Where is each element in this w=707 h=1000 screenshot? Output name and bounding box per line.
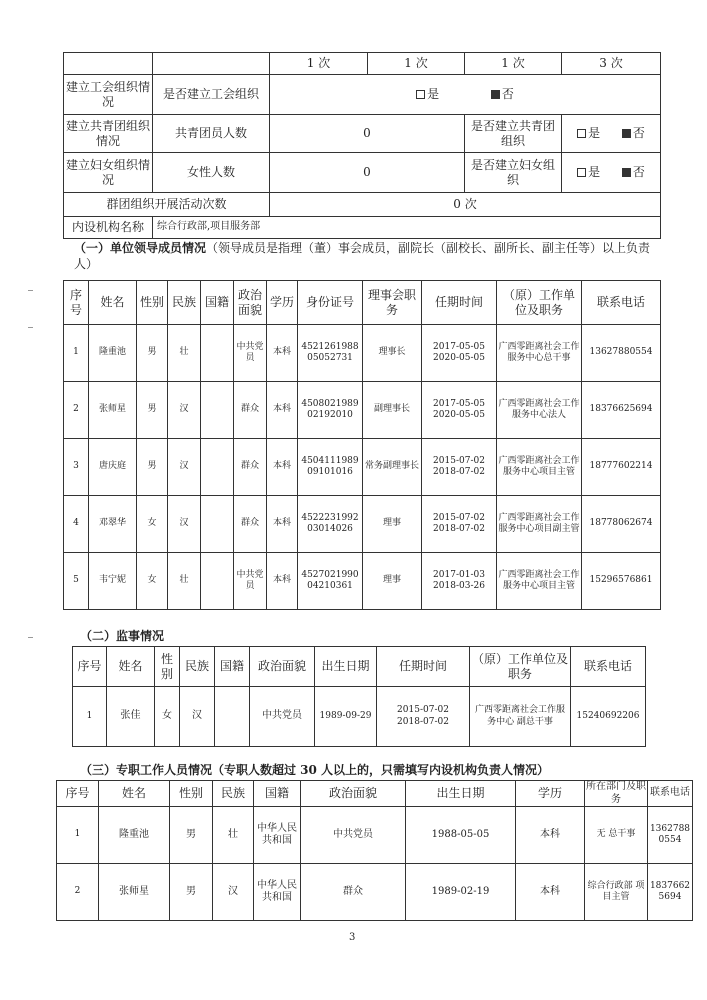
checkbox-filled-icon <box>622 129 631 138</box>
checkbox-filled-icon <box>491 90 500 99</box>
header-cell: 序号 <box>57 781 99 807</box>
women-answer: 是 否 <box>562 153 661 193</box>
youth-label: 建立共青团组织情况 <box>64 115 153 153</box>
table-row: 4 邓翠华 女 汉 群众 本科 452223199203014026 理事 2015-07-02 2018-07-02 广西零距离社会工作服务中心项目副主管 18778062674 <box>64 496 661 553</box>
header-cell: 民族 <box>180 647 215 687</box>
table-row: 5 韦宁妮 女 壮 中共党员 本科 452702199004210361 理事 2017-01-03 2018-03-26 广西零距离社会工作服务中心项目主管 15296576861 <box>64 553 661 610</box>
table-row: 2 张师星 男 汉 群众 本科 450802198902192010 副理事长 2017-05-05 2020-05-05 广西零距离社会工作服务中心法人 18376625694 <box>64 382 661 439</box>
table-row: 1 隆重池 男 壮 中华人民共和国 中共党员 1988-05-05 本科 无 总干事 13627880554 <box>57 807 693 864</box>
union-row <box>64 75 661 115</box>
internal-label: 内设机构名称 <box>64 217 153 239</box>
supervisors-heading-block <box>80 628 164 644</box>
leaders-body <box>64 325 661 610</box>
margin-mark <box>28 327 33 328</box>
header-cell: 性别 <box>155 647 180 687</box>
union-label: 建立工会组织情况 <box>64 75 153 115</box>
header-cell: 姓名 <box>107 647 155 687</box>
staff-heading-block <box>80 762 680 778</box>
header-cell: 任期时间 <box>422 281 497 325</box>
header-cell: 民族 <box>168 281 201 325</box>
margin-mark <box>28 637 33 638</box>
youth-member-label: 共青团员人数 <box>153 115 270 153</box>
header-cell: 任期时间 <box>377 647 470 687</box>
youth-question: 是否建立共青团组织 <box>465 115 562 153</box>
women-member-count: 0 <box>270 153 465 193</box>
header-cell: 政治面貌 <box>234 281 267 325</box>
margin-mark <box>28 290 33 291</box>
women-question: 是否建立妇女组织 <box>465 153 562 193</box>
checkbox-empty-icon <box>577 129 586 138</box>
header-cell: 身份证号 <box>298 281 363 325</box>
header-cell: （原）工作单位及职务 <box>497 281 582 325</box>
union-answer: 是 否 <box>270 75 661 115</box>
women-label: 建立妇女组织情况 <box>64 153 153 193</box>
women-row <box>64 153 661 193</box>
header-cell: 学历 <box>516 781 585 807</box>
header-cell: 姓名 <box>99 781 170 807</box>
header-cell: 出生日期 <box>406 781 516 807</box>
union-question: 是否建立工会组织 <box>153 75 270 115</box>
staff-table <box>56 780 693 921</box>
header-cell: 国籍 <box>201 281 234 325</box>
activities-value: 0 次 <box>270 193 661 217</box>
leaders-note: （领导成员是指理（董）事会成员，副院长（副校长、副所长、副主任等）以上负责人） <box>74 241 651 271</box>
activities-label: 群团组织开展活动次数 <box>64 193 270 217</box>
header-cell: 政治面貌 <box>301 781 406 807</box>
leaders-heading: （一）单位领导成员情况 <box>74 241 207 255</box>
count-cell: 1 次 <box>270 53 368 75</box>
leaders-header-row <box>64 281 661 325</box>
checkbox-empty-icon <box>577 168 586 177</box>
header-cell: 联系电话 <box>571 647 646 687</box>
table-row: 2 张师星 男 汉 中华人民共和国 群众 1989-02-19 本科 综合行政部 项目主管 18376625694 <box>57 864 693 921</box>
youth-answer: 是 否 <box>562 115 661 153</box>
table-row: 1 张佳 女 汉 中共党员 1989-09-29 2015-07-02 2018-07-02 广西零距离社会工作服务中心 副总干事 15240692206 <box>73 687 646 747</box>
supervisors-table <box>72 646 646 747</box>
header-cell: 性别 <box>137 281 168 325</box>
header-cell: 联系电话 <box>648 781 693 807</box>
leaders-table <box>63 280 661 610</box>
count-cell: 1 次 <box>465 53 562 75</box>
activities-row <box>64 193 661 217</box>
header-cell: 理事会职务 <box>363 281 422 325</box>
youth-member-count: 0 <box>270 115 465 153</box>
header-cell: 出生日期 <box>315 647 377 687</box>
header-cell: 姓名 <box>89 281 137 325</box>
internal-value: 综合行政部,项目服务部 <box>153 217 661 239</box>
header-cell: 序号 <box>64 281 89 325</box>
count-cell: 1 次 <box>368 53 465 75</box>
header-cell: 国籍 <box>215 647 250 687</box>
header-cell: 所在部门及职务 <box>586 781 646 805</box>
header-cell: 联系电话 <box>582 281 661 325</box>
internal-row <box>64 217 661 239</box>
page-number: 3 <box>349 932 356 943</box>
supervisors-heading: （二）监事情况 <box>80 629 165 643</box>
header-cell: 政治面貌 <box>250 647 315 687</box>
supervisors-header-row <box>73 647 646 687</box>
activity-count-row <box>64 53 661 75</box>
leaders-heading-block <box>74 240 664 272</box>
count-cell: 3 次 <box>562 53 661 75</box>
staff-header-row <box>57 781 693 807</box>
table-row: 3 唐庆庭 男 汉 群众 本科 450411198909101016 常务副理事长 2015-07-02 2018-07-02 广西零距离社会工作服务中心项目主管 18777602214 <box>64 439 661 496</box>
table-row: 1 隆重池 男 壮 中共党员 本科 452126198805052731 理事长 2017-05-05 2020-05-05 广西零距离社会工作服务中心总干事 13627880554 <box>64 325 661 382</box>
checkbox-empty-icon <box>416 90 425 99</box>
header-cell: 民族 <box>213 781 254 807</box>
women-member-label: 女性人数 <box>153 153 270 193</box>
staff-heading: （三）专职工作人员情况（专职人数超过 30 人以上的，只需填写内设机构负责人情况） <box>80 763 550 777</box>
org-table <box>63 52 661 239</box>
header-cell: 性别 <box>170 781 213 807</box>
header-cell: 国籍 <box>254 781 301 807</box>
header-cell: 序号 <box>73 647 107 687</box>
header-cell: 学历 <box>267 281 298 325</box>
header-cell: （原）工作单位及职务 <box>470 647 571 687</box>
youth-row <box>64 115 661 153</box>
checkbox-filled-icon <box>622 168 631 177</box>
